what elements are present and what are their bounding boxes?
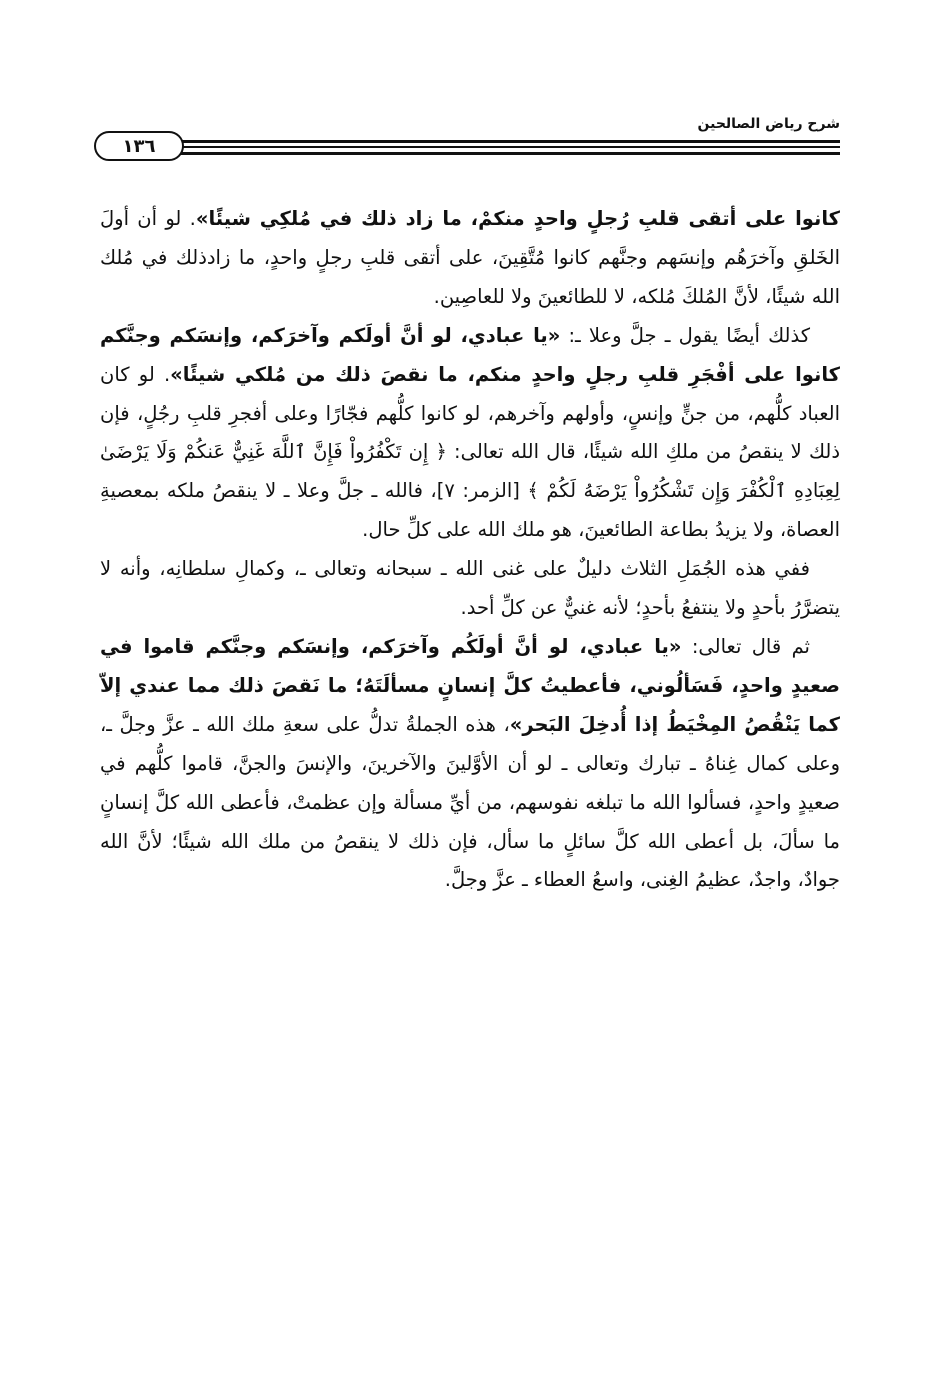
- body-paragraph: [100, 200, 840, 317]
- page-number: ١٣٦: [94, 131, 184, 161]
- body-paragraph: [100, 628, 840, 900]
- page-body: [100, 200, 840, 900]
- commentary-text: كذلك أيضًا يقول ـ جلَّ وعلا ـ:: [560, 323, 810, 347]
- running-title: شرح رياض الصالحين: [697, 116, 840, 132]
- commentary-text: ثم قال تعالى:: [681, 634, 810, 658]
- body-paragraph: [100, 317, 840, 550]
- commentary-text: . لو كان العباد كلُّهم، من جنٍّ وإنسٍ، وأولهم وآخرهم، لو كانوا كلُّهم فجّارًا وعلى أفجرِ قلبِ رجُلٍ، فإن ذلك لا ينقصُ من ملكِ الله شيئًا، قال الله تعالى: ﴿ إِن تَكْفُرُواْ فَإِنَّ ٱللَّهَ غَنِيٌّ عَنكُمْ وَلَا يَرْضَىٰ لِعِبَادِهِ ٱلْكُفْرَ وَإِن تَشْكُرُواْ يَرْضَهُ لَكُمْ ﴾ [الزمر: ٧]، فالله ـ جلَّ وعلا ـ لا ينقصُ ملكه بمعصيةِ العصاة، ولا يزيدُ بطاعة الطائعينَ، هو ملك الله على كلِّ حال.: [100, 362, 841, 542]
- hadith-quote: كانوا على أتقى قلبِ رُجلٍ واحدٍ منكمْ، ما زاد ذلك في مُلكِي شيئًا»: [195, 207, 840, 230]
- hadith-quote: «يا عبادي، لو أنَّ أولَكُم وآخرَكم، وإنسَكم وجنَّكم قاموا في صعيدٍ واحدٍ، فَسَألُوني، فأعطيتُ كلَّ إنسانٍ مسألَتَهُ؛ ما نَقصَ ذلك مما عندي إلاّ كما يَنْقُصُ المِخْيَطُ إذا أُدخِلَ البَحر»: [100, 634, 840, 736]
- body-paragraph: [100, 550, 840, 628]
- commentary-text: ففي هذه الجُمَلِ الثلاث دليلٌ على غنى الله ـ سبحانه وتعالى ـ، وكمالِ سلطانِه، وأنه لا يتضرَّرُ بأحدٍ ولا ينتفعُ بأحدٍ؛ لأنه غنيٌّ عن كلِّ أحد.: [100, 557, 840, 620]
- hadith-quote: «يا عبادي، لو أنَّ أولَكم وآخرَكم، وإنسَكم وجنَّكم كانوا على أفْجَرِ قلبِ رجلٍ واحدٍ منكم، ما نقصَ ذلك من مُلكي شيئًا»: [100, 323, 840, 386]
- commentary-text: ، هذه الجملةُ تدلُّ على سعةِ ملك الله ـ عزَّ وجلَّ ـ، وعلى كمال غِناهُ ـ تبارك وتعالى ـ لو أن الأوَّلينَ والآخرينَ، والإنسَ والجنَّ، قاموا كلُّهم في صعيدٍ واحدٍ، فسألوا الله ما تبلغه نفوسهم، من أيِّ مسألة وإن عظمتْ، فأعطى الله كلَّ إنسانٍ ما سألَ، بل أعطى الله كلَّ سائلٍ ما سأل، فإن ذلك لا ينقصُ من ملك الله شيئًا؛ لأنَّ الله جوادٌ، واجدٌ، عظيمُ الغِنى، واسعُ العطاء ـ عزَّ وجلَّ.: [100, 712, 840, 892]
- page-header: [100, 112, 840, 162]
- header-rule: [100, 140, 840, 143]
- header-rule: [100, 152, 840, 155]
- commentary-text: . لو أن أولَ الخَلقِ وآخرَهُم وإنسَهم وجنَّهم كانوا مُتَّقِينَ، على أتقى قلبِ رجلٍ واحدٍ، ما زادذلك في مُلك الله شيئًا، لأنَّ المُلكَ مُلكه، لا للطائعينَ ولا للعاصِين.: [100, 207, 840, 308]
- header-rule: [100, 146, 840, 148]
